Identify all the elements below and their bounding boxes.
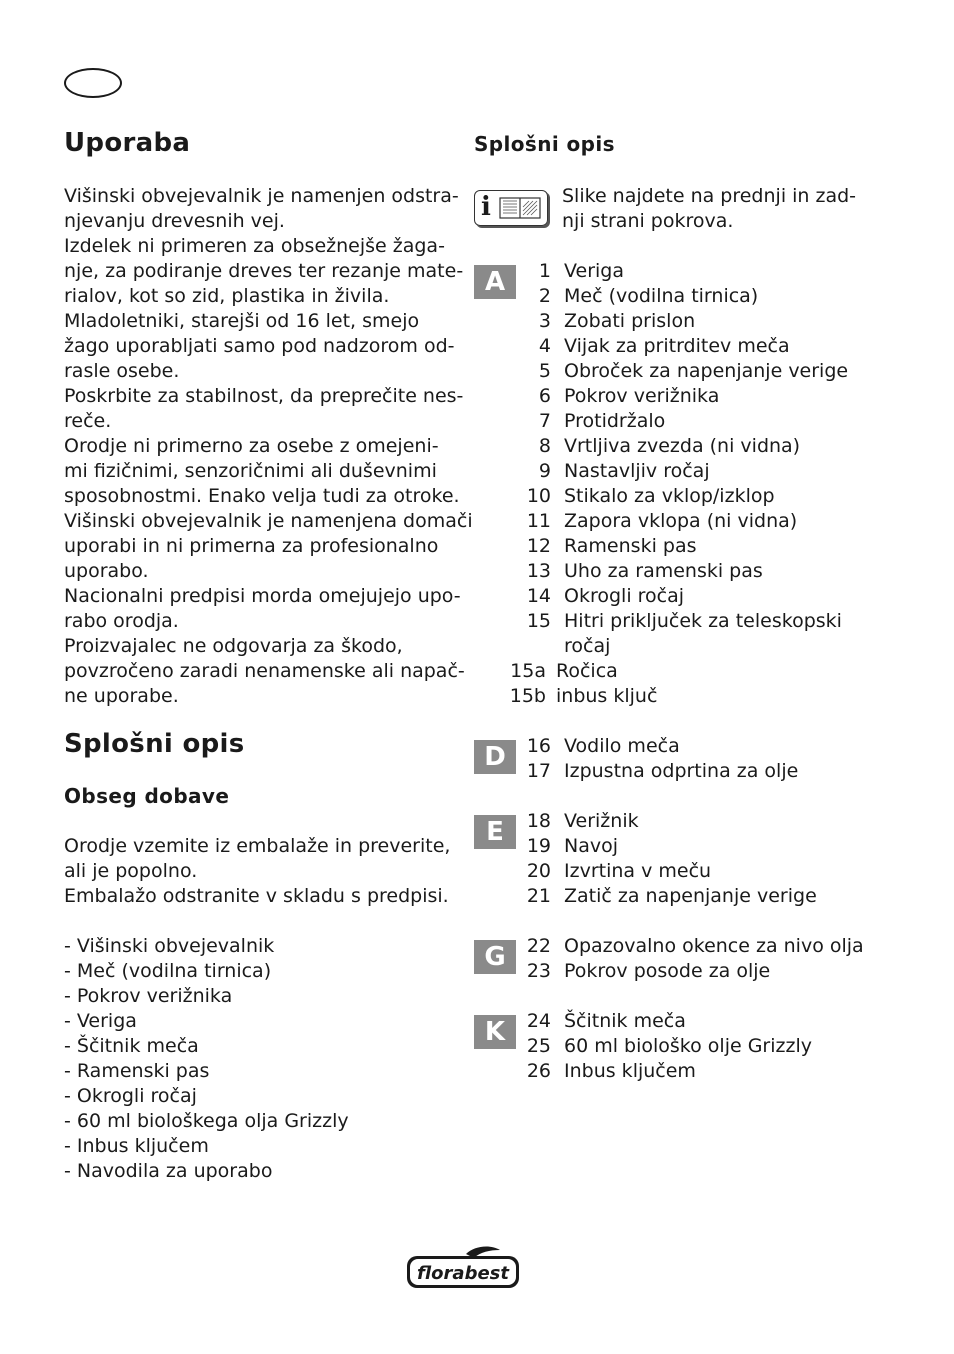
part-number: 18 xyxy=(526,810,551,832)
part-item xyxy=(474,759,894,784)
part-number: 15b xyxy=(509,685,546,707)
part-item xyxy=(474,359,894,384)
delivery-item: - Ščitnik meča xyxy=(64,1035,199,1057)
obseg-line: Orodje vzemite iz embalaže in preverite, xyxy=(64,835,451,857)
part-item xyxy=(474,334,894,359)
part-item xyxy=(474,509,894,534)
part-item xyxy=(474,934,894,959)
uporaba-line: žago uporabljati samo pod nadzorom od- xyxy=(64,335,455,357)
uporaba-line: nje, za podiranje dreves ter rezanje mate- xyxy=(64,260,464,282)
part-item xyxy=(474,259,894,284)
part-label: ročaj xyxy=(564,635,611,657)
info-line: nji strani pokrova. xyxy=(562,210,734,232)
part-label: Uho za ramenski pas xyxy=(564,560,763,582)
uporaba-line: Izdelek ni primeren za obsežnejše žaga- xyxy=(64,235,445,257)
part-label: Vijak za pritrditev meča xyxy=(564,335,790,357)
part-number: 17 xyxy=(526,760,551,782)
part-label: Navoj xyxy=(564,835,619,857)
part-number: 23 xyxy=(526,960,551,982)
part-number: 3 xyxy=(538,310,551,332)
figure-badge: K xyxy=(474,1015,516,1049)
uporaba-line: Poskrbite za stabilnost, da preprečite nes- xyxy=(64,385,464,407)
splosni-opis-heading: Splošni opis xyxy=(64,729,245,759)
part-number: 5 xyxy=(538,360,551,382)
uporaba-line: povzročeno zaradi nenamenske ali napač- xyxy=(64,660,465,682)
uporaba-line: reče. xyxy=(64,410,112,432)
part-item xyxy=(474,409,894,434)
uporaba-line: mi fizičnimi, senzoričnimi ali duševnimi xyxy=(64,460,437,482)
uporaba-line: uporabo. xyxy=(64,560,149,582)
uporaba-line: njevanju drevesnih vej. xyxy=(64,210,285,232)
part-item xyxy=(474,859,894,884)
part-item xyxy=(474,459,894,484)
part-item xyxy=(474,534,894,559)
part-number: 10 xyxy=(526,485,551,507)
delivery-item: - 60 ml biološkega olja Grizzly xyxy=(64,1110,349,1132)
part-label: Ročica xyxy=(556,660,618,682)
part-item xyxy=(474,384,894,409)
part-number: 12 xyxy=(526,535,551,557)
part-number: 2 xyxy=(538,285,551,307)
part-label: Izpustna odprtina za olje xyxy=(564,760,799,782)
part-item xyxy=(474,434,894,459)
figure-badge: E xyxy=(474,815,516,849)
uporaba-line: Višinski obvejevalnik je namenjena domači xyxy=(64,510,473,532)
info-line: Slike najdete na prednji in zad- xyxy=(562,185,857,207)
part-number: 13 xyxy=(526,560,551,582)
parts-list xyxy=(474,734,894,784)
part-number: 11 xyxy=(526,510,551,532)
part-label: Pokrov verižnika xyxy=(564,385,720,407)
part-item xyxy=(474,884,894,909)
parts-list xyxy=(474,1009,894,1084)
part-item xyxy=(474,1034,894,1059)
part-number: 8 xyxy=(538,435,551,457)
part-item xyxy=(474,684,894,709)
part-item xyxy=(474,659,894,684)
parts-list xyxy=(474,809,894,909)
florabest-logo xyxy=(404,1246,522,1292)
part-item xyxy=(474,959,894,984)
splosni-opis-subheading: Splošni opis xyxy=(474,132,615,156)
part-label: Protidržalo xyxy=(564,410,666,432)
uporaba-line: uporabi in ni primerna za profesionalno xyxy=(64,535,439,557)
part-label: Vodilo meča xyxy=(564,735,680,757)
part-number: 6 xyxy=(538,385,551,407)
obseg-line: ali je popolno. xyxy=(64,860,198,882)
part-item xyxy=(474,1059,894,1084)
part-number: 21 xyxy=(526,885,551,907)
part-number: 22 xyxy=(526,935,551,957)
figure-badge: D xyxy=(474,740,516,774)
part-label: Zapora vklopa (ni vidna) xyxy=(564,510,798,532)
part-item xyxy=(474,834,894,859)
part-label: Nastavljiv ročaj xyxy=(564,460,710,482)
logo-text: florabest xyxy=(417,1263,509,1284)
part-label: Okrogli ročaj xyxy=(564,585,685,607)
part-item xyxy=(474,309,894,334)
part-number: 4 xyxy=(538,335,551,357)
part-item xyxy=(474,734,894,759)
part-label: Veriga xyxy=(564,260,625,282)
uporaba-line: Orodje ni primerno za osebe z omejeni- xyxy=(64,435,439,457)
uporaba-line: rialov, kot so zid, plastika in živila. xyxy=(64,285,390,307)
part-label: Vrtljiva zvezda (ni vidna) xyxy=(564,435,801,457)
obseg-line: Embalažo odstranite v skladu s predpisi. xyxy=(64,885,449,907)
part-item xyxy=(474,634,894,659)
part-item xyxy=(474,809,894,834)
delivery-list xyxy=(64,934,449,1184)
part-label: inbus ključ xyxy=(556,685,658,707)
uporaba-line: Nacionalni predpisi morda omejujejo upo- xyxy=(64,585,461,607)
part-label: Ščitnik meča xyxy=(564,1010,686,1032)
part-label: Zatič za napenjanje verige xyxy=(564,885,817,907)
part-item xyxy=(474,284,894,309)
part-label: Obroček za napenjanje verige xyxy=(564,360,849,382)
uporaba-line: Proizvajalec ne odgovarja za škodo, xyxy=(64,635,403,657)
figure-badge: A xyxy=(474,265,516,299)
part-number: 16 xyxy=(526,735,551,757)
uporaba-heading: Uporaba xyxy=(64,128,191,158)
part-label: Stikalo za vklop/izklop xyxy=(564,485,775,507)
uporaba-line: Višinski obvejevalnik je namenjen odstra- xyxy=(64,185,459,207)
part-item xyxy=(474,584,894,609)
part-number: 19 xyxy=(526,835,551,857)
info-book-icon: i xyxy=(474,190,548,226)
part-label: 60 ml biološko olje Grizzly xyxy=(564,1035,812,1057)
part-number: 15a xyxy=(510,660,546,682)
delivery-item: - Višinski obvejevalnik xyxy=(64,935,275,957)
part-label: Verižnik xyxy=(564,810,639,832)
parts-list xyxy=(474,934,894,984)
figure-badge: G xyxy=(474,940,516,974)
part-number: 7 xyxy=(538,410,551,432)
part-label: Meč (vodilna tirnica) xyxy=(564,285,759,307)
part-number: 25 xyxy=(526,1035,551,1057)
part-label: Pokrov posode za olje xyxy=(564,960,771,982)
part-label: Inbus ključem xyxy=(564,1060,696,1082)
delivery-item: - Veriga xyxy=(64,1010,137,1032)
part-label: Zobati prislon xyxy=(564,310,696,332)
part-label: Hitri priključek za teleskopski xyxy=(564,610,842,632)
part-item xyxy=(474,484,894,509)
part-number: 9 xyxy=(538,460,551,482)
part-label: Izvrtina v meču xyxy=(564,860,712,882)
delivery-item: - Meč (vodilna tirnica) xyxy=(64,960,272,982)
part-item xyxy=(474,609,894,634)
delivery-item: - Inbus ključem xyxy=(64,1135,209,1157)
part-number: 20 xyxy=(526,860,551,882)
part-label: Opazovalno okence za nivo olja xyxy=(564,935,864,957)
obseg-text xyxy=(64,834,449,909)
part-item xyxy=(474,559,894,584)
delivery-item: - Navodila za uporabo xyxy=(64,1160,273,1182)
delivery-item: - Okrogli ročaj xyxy=(64,1085,197,1107)
parts-list xyxy=(474,259,894,709)
uporaba-line: rasle osebe. xyxy=(64,360,180,382)
delivery-item: - Ramenski pas xyxy=(64,1060,210,1082)
part-item xyxy=(474,1009,894,1034)
uporaba-text xyxy=(64,184,473,709)
part-number: 24 xyxy=(526,1010,551,1032)
info-text xyxy=(562,184,892,234)
uporaba-line: ne uporabe. xyxy=(64,685,179,707)
part-number: 15 xyxy=(526,610,551,632)
delivery-item: - Pokrov verižnika xyxy=(64,985,233,1007)
uporaba-line: Mladoletniki, starejši od 16 let, smejo xyxy=(64,310,420,332)
uporaba-line: rabo orodja. xyxy=(64,610,179,632)
part-label: Ramenski pas xyxy=(564,535,697,557)
part-number: 1 xyxy=(538,260,551,282)
part-number: 14 xyxy=(526,585,551,607)
part-number: 26 xyxy=(526,1060,551,1082)
uporaba-line: sposobnostmi. Enako velja tudi za otroke. xyxy=(64,485,460,507)
obseg-dobave-heading: Obseg dobave xyxy=(64,784,230,808)
language-oval xyxy=(64,68,122,98)
